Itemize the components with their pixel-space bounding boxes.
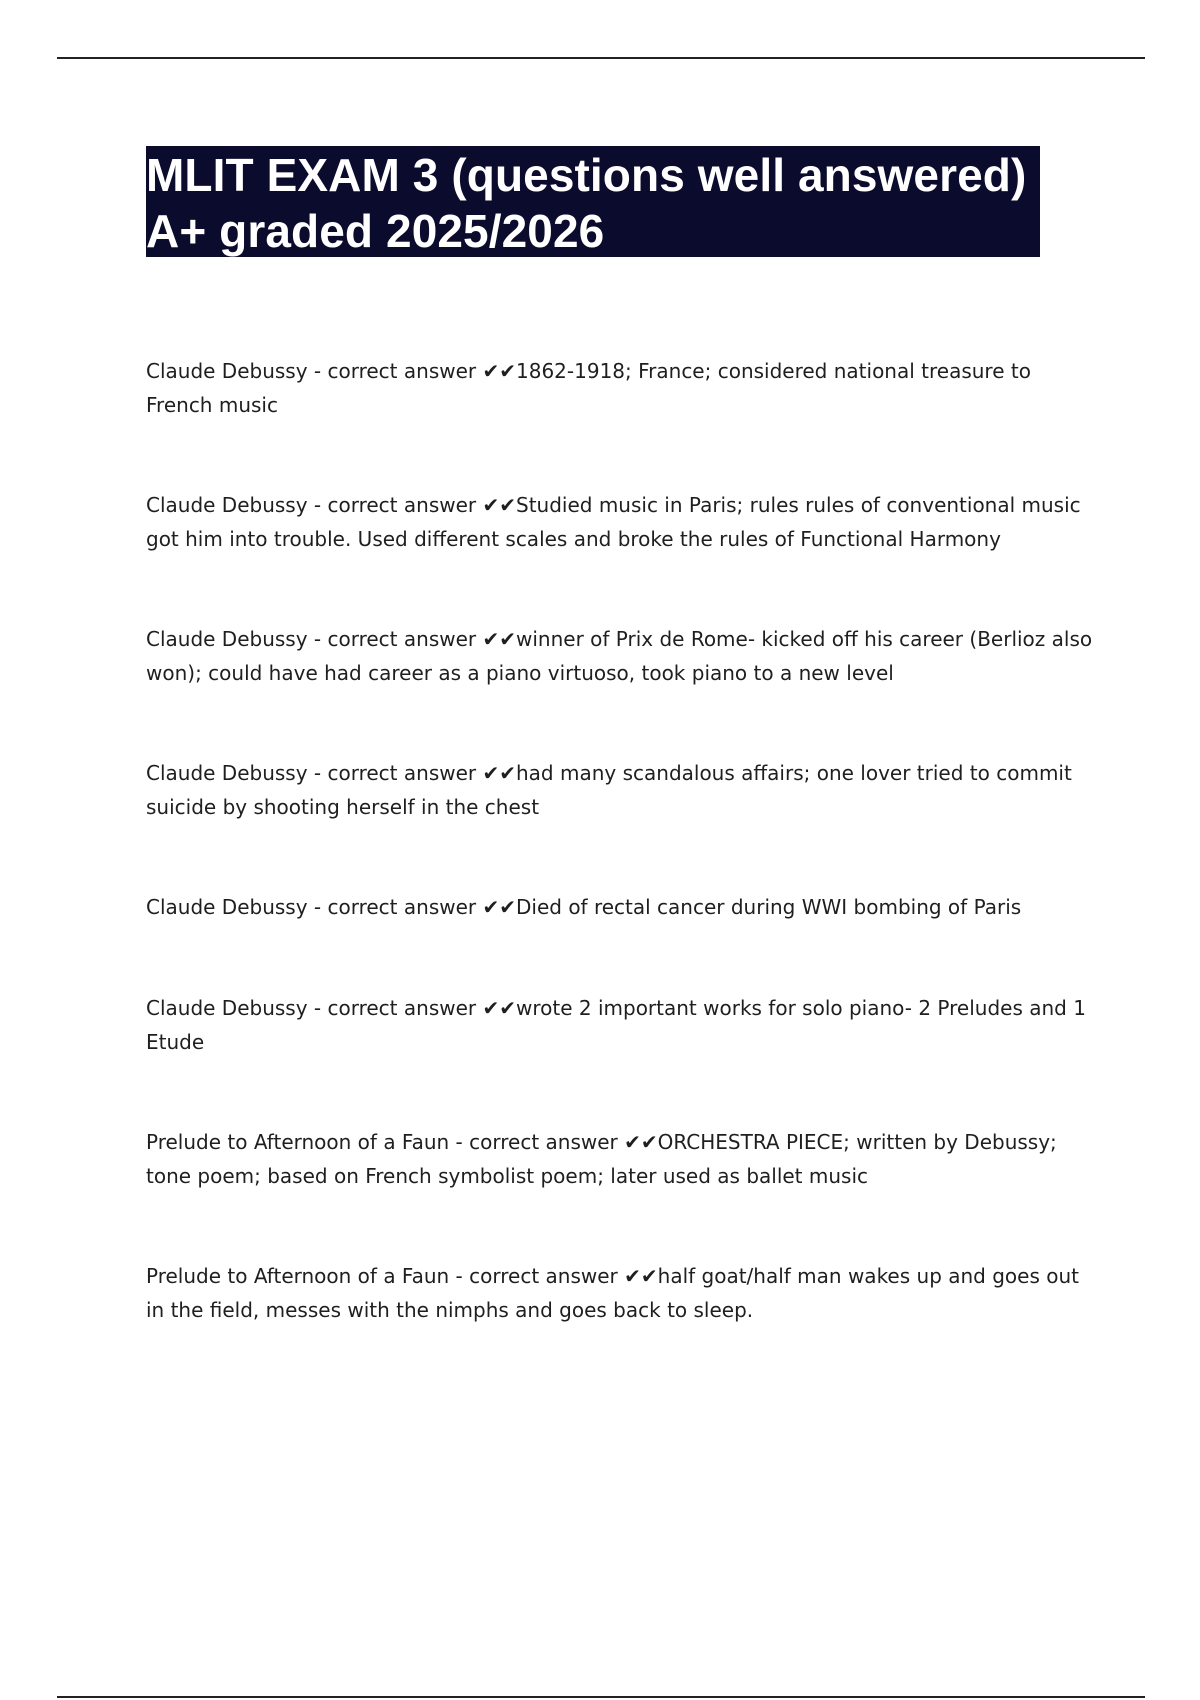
qa-entry bbox=[146, 354, 1096, 422]
entry-separator: - correct answer bbox=[307, 493, 483, 517]
entry-separator: - correct answer bbox=[307, 761, 483, 785]
check-marks-icon: ✔✔ bbox=[624, 1130, 658, 1154]
check-marks-icon: ✔✔ bbox=[482, 493, 516, 517]
entry-term: Claude Debussy bbox=[146, 895, 308, 919]
check-marks-icon: ✔✔ bbox=[482, 627, 516, 651]
qa-entry bbox=[146, 890, 1096, 924]
entry-separator: - correct answer bbox=[307, 996, 483, 1020]
check-marks-icon: ✔✔ bbox=[482, 761, 516, 785]
entry-answer: half goat/half man wakes up and goes out in the field, messes with the nimphs and goes back to sleep. bbox=[146, 1264, 1079, 1322]
entry-answer: Died of rectal cancer during WWI bombing of Paris bbox=[516, 895, 1022, 919]
qa-entry bbox=[146, 1125, 1096, 1193]
title-banner bbox=[146, 146, 1040, 257]
check-marks-icon: ✔✔ bbox=[624, 1264, 658, 1288]
entry-term: Claude Debussy bbox=[146, 996, 308, 1020]
entry-answer: winner of Prix de Rome- kicked off his career (Berlioz also won); could have had career as a piano virtuoso, took piano to a new level bbox=[146, 627, 1093, 685]
qa-entry bbox=[146, 488, 1096, 556]
entry-separator: - correct answer bbox=[449, 1130, 625, 1154]
entry-term: Claude Debussy bbox=[146, 359, 308, 383]
entry-term: Claude Debussy bbox=[146, 493, 308, 517]
entry-separator: - correct answer bbox=[307, 627, 483, 651]
entry-answer: wrote 2 important works for solo piano- 2 Preludes and 1 Etude bbox=[146, 996, 1086, 1054]
entry-answer: had many scandalous affairs; one lover tried to commit suicide by shooting herself in the chest bbox=[146, 761, 1072, 819]
entry-separator: - correct answer bbox=[449, 1264, 625, 1288]
entry-answer: Studied music in Paris; rules rules of conventional music got him into trouble. Used different scales and broke the rules of Functional Harmony bbox=[146, 493, 1081, 551]
qa-entry bbox=[146, 1259, 1096, 1327]
entry-separator: - correct answer bbox=[307, 359, 483, 383]
check-marks-icon: ✔✔ bbox=[482, 996, 516, 1020]
top-divider bbox=[57, 57, 1145, 59]
check-marks-icon: ✔✔ bbox=[482, 359, 516, 383]
entry-separator: - correct answer bbox=[307, 895, 483, 919]
qa-entry bbox=[146, 991, 1096, 1059]
check-marks-icon: ✔✔ bbox=[482, 895, 516, 919]
entry-term: Prelude to Afternoon of a Faun bbox=[146, 1130, 450, 1154]
entry-term: Prelude to Afternoon of a Faun bbox=[146, 1264, 450, 1288]
entry-term: Claude Debussy bbox=[146, 627, 308, 651]
entry-answer: 1862-1918; France; considered national treasure to French music bbox=[146, 359, 1031, 417]
entry-answer: ORCHESTRA PIECE; written by Debussy; tone poem; based on French symbolist poem; later used as ballet music bbox=[146, 1130, 1057, 1188]
bottom-divider bbox=[57, 1696, 1145, 1698]
entry-term: Claude Debussy bbox=[146, 761, 308, 785]
document-title: MLIT EXAM 3 (questions well answered) A+ graded 2025/2026 bbox=[146, 149, 1027, 257]
qa-entry bbox=[146, 756, 1096, 824]
qa-entry bbox=[146, 622, 1096, 690]
